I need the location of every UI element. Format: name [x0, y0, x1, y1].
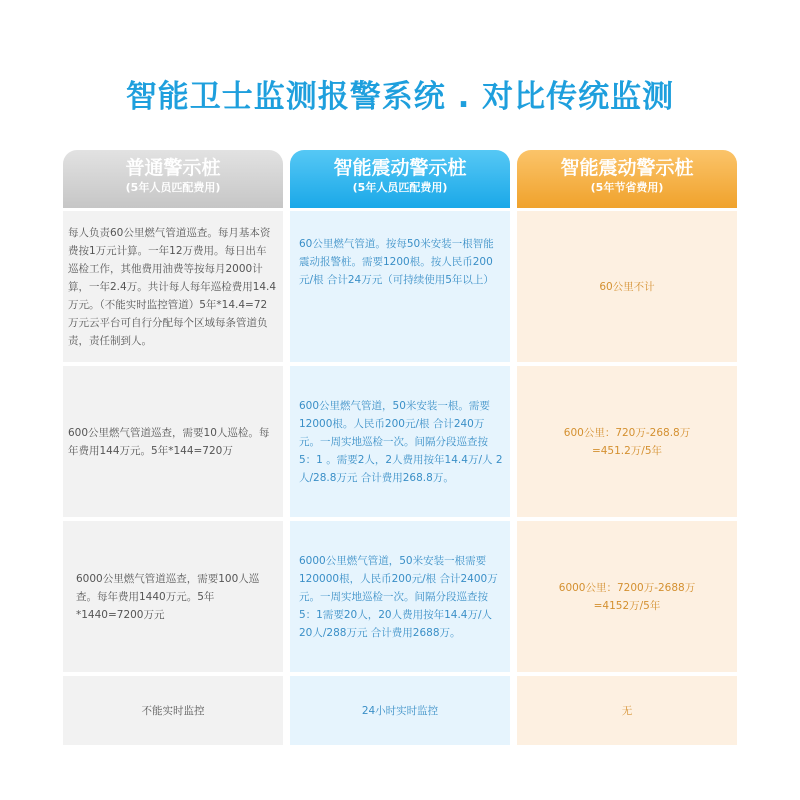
cell-6000km — [517, 521, 737, 672]
cell-text: 24小时实时监控 — [361, 704, 439, 717]
cell-monitoring — [290, 676, 510, 745]
cell-6000km — [290, 521, 510, 672]
page-title: 智能卫士监测报警系统 . 对比传统监测 — [125, 79, 675, 115]
column-header-smart-savings — [517, 150, 737, 208]
column-heading: 智能震动警示桩 — [560, 157, 694, 179]
cell-text: 600公里：720万-268.8万=451.2万/5年 — [563, 426, 691, 457]
cell-text: 6000公里燃气管道，50米安装一根需要120000根，人民币200元/根 合计2400万元。一周实地巡检一次。间隔分段巡查按5：1需要20人，20人费用按年14.4万/人 20人/288万元 合计费用2688万。 — [299, 554, 498, 639]
cell-600km — [63, 366, 283, 517]
column-header-smart-cost — [290, 150, 510, 208]
column-heading: 普通警示桩 — [125, 157, 221, 179]
cell-monitoring — [517, 676, 737, 745]
cell-text: 60公里不计 — [599, 280, 655, 293]
cell-60km — [290, 211, 510, 362]
cell-6000km — [63, 521, 283, 672]
cell-60km — [63, 211, 283, 362]
cell-600km — [290, 366, 510, 517]
column-subheading: (5年人员匹配费用) — [352, 181, 448, 194]
cell-text: 600公里燃气管道巡查，需要10人巡检。每年费用144万元。5年*144=720万 — [68, 426, 270, 457]
column-subheading: (5年节省费用) — [590, 181, 664, 194]
column-heading: 智能震动警示桩 — [333, 157, 467, 179]
cell-60km — [517, 211, 737, 362]
cell-text: 6000公里燃气管道巡查，需要100人巡查。每年费用1440万元。5年*1440=7200万元 — [76, 572, 260, 621]
column-header-ordinary — [63, 150, 283, 208]
cell-text: 60公里燃气管道。按每50米安装一根智能震动报警桩。需要1200根。按人民币200元/根 合计24万元（可持续使用5年以上） — [299, 238, 494, 286]
cell-text: 无 — [621, 704, 633, 717]
cell-text: 不能实时监控 — [141, 704, 205, 717]
column-subheading: (5年人员匹配费用) — [125, 181, 221, 194]
cell-600km — [517, 366, 737, 517]
cell-text: 6000公里：7200万-2688万=4152万/5年 — [558, 581, 696, 612]
cell-text: 600公里燃气管道，50米安装一根。需要12000根。人民币200元/根 合计240万元。一周实地巡检一次。间隔分段巡查按5：1 。需要2人，2人费用按年14.4万/人 2人/28.8万元 合计费用268.8万。 — [299, 399, 503, 484]
cell-text: 每人负责60公里燃气管道巡查。每月基本资费按1万元计算。一年12万费用。每日出车巡检工作，其他费用油费等按每月2000计算，一年2.4万。共计每人每年巡检费用14.4万元。（不能实时监控管道）5年*14.4=72万元云平台可自行分配每个区域每条管道负责，责任制到人。 — [68, 226, 277, 347]
cell-monitoring — [63, 676, 283, 745]
